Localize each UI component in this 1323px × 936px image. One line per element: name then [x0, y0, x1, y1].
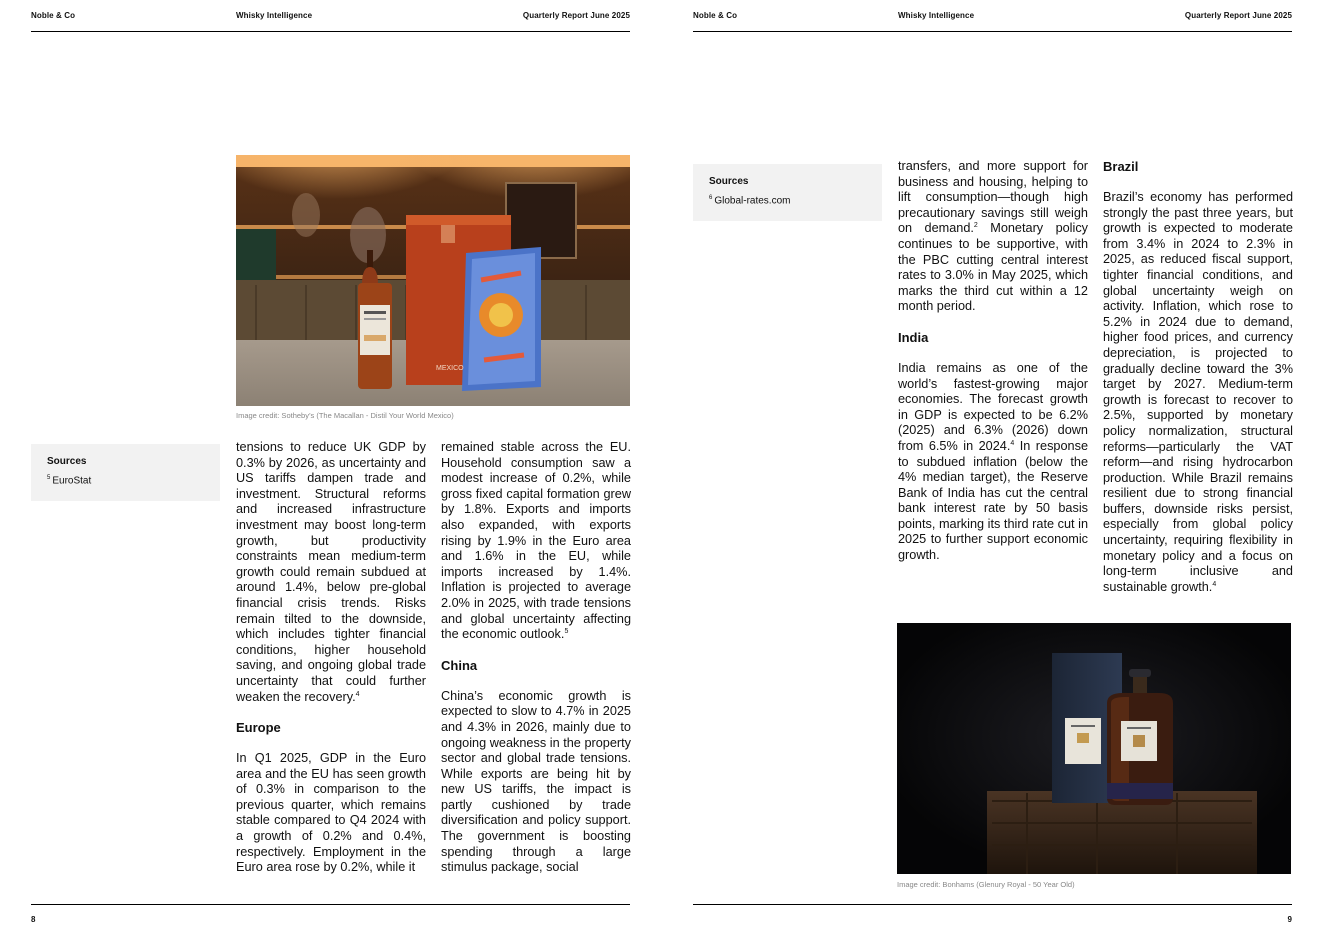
- footer-rule: [31, 904, 630, 905]
- europe-paragraph: In Q1 2025, GDP in the Euro area and the EU has seen growth of 0.3% in comparison to the previous quarter, which remains stable compared to Q4 2024 with a growth of 0.2% and 0.4%, respectively. Employment in the Euro area rose by 0.2%, while it: [236, 751, 426, 875]
- sources-box-left: [31, 444, 220, 501]
- source-item: [709, 195, 882, 206]
- brazil-paragraph: Brazil’s economy has performed strongly the past three years, but growth is expected to moderate from 3.4% in 2024 to 2.3% in 2025, as reduced fiscal support, tighter financial conditions, and global uncertainty weigh on activity. Inflation, which rose to 5.2% in 2024 due to demand, higher food prices, and currency depreciation, is projected to gradually decline toward the 3% target by 2027. Medium-term growth is forecast to recover to 2.5%, supported by monetary policy normalization, structural reforms—particularly the VAT reform—and rising hydrocarbon production. While Brazil remains resilient due to strong financial buffers, downside risks persist, especially from global policy uncertainty, requiring flexibility in monetary policy and a focus on long-term inclusive and sustainable growth.$^4$: [1103, 190, 1293, 594]
- europe-heading: Europe: [236, 720, 281, 736]
- sources-title: Sources: [709, 176, 749, 187]
- footnote-ref: 5: [564, 627, 569, 635]
- right-page: [662, 0, 1323, 936]
- china-heading: China: [441, 657, 478, 673]
- svg-text:MEXICO: MEXICO: [436, 365, 464, 372]
- header-rule: [693, 31, 1292, 32]
- source-item: [47, 475, 220, 486]
- uk-outlook-paragraph: tensions to reduce UK GDP by 0.3% by 2026, as uncertainty and US tariffs dampen trade and investment. Structural reforms and increased infrastructure investment may boost long-term growth, but productivity constraints mean medium-term growth could remain subdued at around 1.4%, below pre-global financial crisis trends. Risks remain tilted to the downside, which includes tighter financial conditions, higher household saving, and ongoing global trade uncertainty that could further weaken the recovery.$^4$: [236, 440, 426, 704]
- source-number: 5: [47, 475, 51, 481]
- sources-box-right: [693, 164, 882, 221]
- glenury-image-credit: Image credit: Bonhams (Glenury Royal - 50 Year Old): [897, 880, 1075, 889]
- macallan-photo-art: [236, 155, 630, 406]
- right-column-2: [1103, 159, 1293, 595]
- footnote-ref: 4: [1010, 439, 1015, 447]
- footer-rule: [693, 904, 1292, 905]
- eu-paragraph: remained stable across the EU. Household consumption saw a modest increase of 0.2%, while gross fixed capital formation grew by 1.8%. Exports and imports also expanded, with exports rising by 1.9% in the Euro area and 1.6% in the EU, while imports increased by 1.4%. Inflation is projected to average 2.0% in 2025, with trade tensions and global uncertainty affecting the economic outlook.$^5$: [441, 440, 631, 642]
- right-column-1: [898, 159, 1088, 564]
- source-text: EuroStat: [52, 475, 92, 487]
- header-company: Noble & Co: [31, 11, 76, 20]
- header-publication: Whisky Intelligence: [236, 11, 313, 20]
- left-column-1: [236, 440, 426, 876]
- header-report: Quarterly Report June 2025: [522, 11, 630, 20]
- india-heading: India: [898, 329, 929, 345]
- sources-title: Sources: [47, 456, 87, 467]
- header-report: Quarterly Report June 2025: [1184, 11, 1292, 20]
- glenury-photo: [897, 623, 1291, 874]
- page-number-right: 9: [1287, 915, 1292, 924]
- china-paragraph: China’s economic growth is expected to slow to 4.7% in 2025 and 4.3% in 2026, mainly due to ongoing weakness in the property sector and global trade tensions. While exports are being hit by new US tariffs, the impact is partly cushioned by trade diversification and policy support. The government is boosting spending through a large stimulus package, social: [441, 688, 631, 875]
- header-publication: Whisky Intelligence: [898, 11, 975, 20]
- footnote-ref: 4: [1212, 580, 1217, 588]
- footnote-ref: 2: [973, 222, 978, 230]
- glenury-photo-art: [897, 623, 1291, 874]
- source-text: Global-rates.com: [714, 195, 791, 207]
- header-company: Noble & Co: [693, 11, 738, 20]
- left-column-2: [441, 440, 631, 876]
- macallan-image-credit: Image credit: Sotheby’s (The Macallan - Distil Your World Mexico): [236, 411, 454, 420]
- china-continued-paragraph: transfers, and more support for business and housing, helping to lift consumption—though high precautionary savings still weigh on demand.$^2$ Monetary policy continues to be supportive, with the PBC cutting central interest rates to 3.0% in May 2025, which marks the third cut within a 12 month period.: [898, 159, 1089, 314]
- brazil-heading: Brazil: [1103, 159, 1139, 174]
- header-rule: [31, 31, 630, 32]
- macallan-photo: [236, 155, 630, 406]
- page-number-left: 8: [31, 915, 36, 924]
- source-number: 6: [709, 195, 713, 201]
- footnote-ref: 4: [355, 690, 360, 698]
- india-paragraph: India remains as one of the world’s fastest-growing major economies. The forecast growth in GDP is expected to be 6.2% (2025) and 6.3% (2026) down from 6.5% in 2024.$^4$ In response to subdued inflation (below the 4% median target), the Reserve Bank of India has cut the central bank interest rate by 50 basis points, marking its third rate cut in 2025 to further support economic growth.: [898, 360, 1088, 563]
